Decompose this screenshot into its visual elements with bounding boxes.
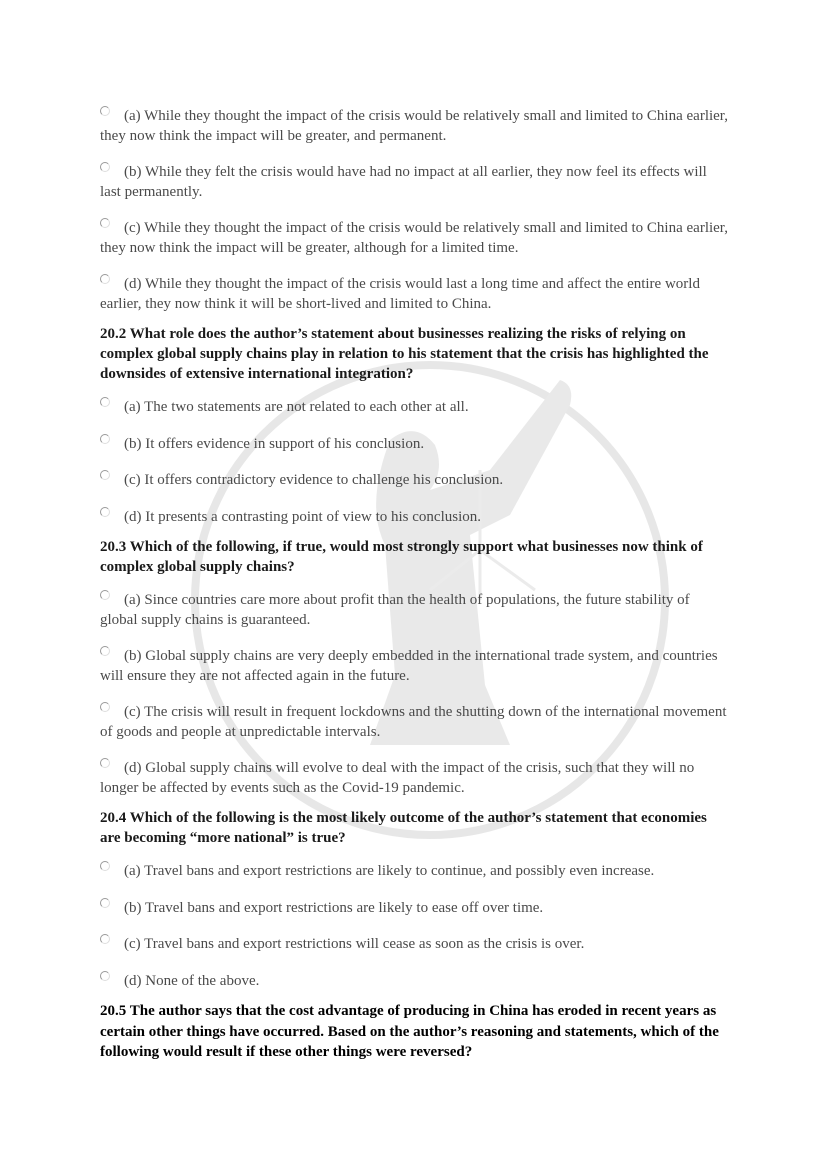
option-text: (c) The crisis will result in frequent lockdowns and the shutting down of the international movement of goods and people at unpredictable intervals. xyxy=(100,704,727,740)
option-20-4-b[interactable] xyxy=(100,898,728,919)
option-20-4-d[interactable] xyxy=(100,971,728,992)
option-20-3-c[interactable] xyxy=(100,702,728,742)
option-text: (c) While they thought the impact of the crisis would be relatively small and limited to China earlier, they now think the impact will be greater, although for a limited time. xyxy=(100,220,728,256)
radio-icon[interactable] xyxy=(100,162,110,172)
option-text: (c) It offers contradictory evidence to challenge his conclusion. xyxy=(124,472,504,488)
option-text: (b) Travel bans and export restrictions are likely to ease off over time. xyxy=(124,899,544,916)
option-text: (a) The two statements are not related to each other at all. xyxy=(124,399,469,415)
radio-icon[interactable] xyxy=(100,861,110,871)
option-20-3-a[interactable] xyxy=(100,590,728,630)
option-text: (d) It presents a contrasting point of view to his conclusion. xyxy=(124,508,482,525)
question-20-4: 20.4 Which of the following is the most likely outcome of the author’s statement that economies are becoming “more national” is true? xyxy=(100,810,707,846)
option-20-1-d[interactable] xyxy=(100,274,728,314)
radio-icon[interactable] xyxy=(100,106,110,116)
option-text: (c) Travel bans and export restrictions will cease as soon as the crisis is over. xyxy=(124,936,585,952)
radio-icon[interactable] xyxy=(100,702,110,712)
option-20-3-d[interactable] xyxy=(100,758,728,798)
option-text: (d) While they thought the impact of the crisis would last a long time and affect the entire world earlier, they now think it will be short-lived and limited to China. xyxy=(100,276,700,312)
option-text: (d) None of the above. xyxy=(124,972,260,989)
option-20-1-a[interactable] xyxy=(100,106,728,146)
option-20-2-a[interactable] xyxy=(100,397,728,418)
radio-icon[interactable] xyxy=(100,218,110,228)
option-20-2-c[interactable] xyxy=(100,470,728,491)
option-20-1-b[interactable] xyxy=(100,162,728,202)
option-text: (b) While they felt the crisis would have had no impact at all earlier, they now feel its effects will last permanently. xyxy=(100,164,707,200)
radio-icon[interactable] xyxy=(100,898,110,908)
option-text: (b) Global supply chains are very deeply embedded in the international trade system, and countries will ensure they are not affected again in the future. xyxy=(100,648,718,684)
option-20-2-d[interactable] xyxy=(100,507,728,528)
document-content xyxy=(100,106,728,1076)
radio-icon[interactable] xyxy=(100,590,110,600)
question-20-3: 20.3 Which of the following, if true, would most strongly support what businesses now think of complex global supply chains? xyxy=(100,539,703,575)
option-text: (b) It offers evidence in support of his conclusion. xyxy=(124,435,425,452)
radio-icon[interactable] xyxy=(100,758,110,768)
option-text: (a) While they thought the impact of the crisis would be relatively small and limited to China earlier, they now think the impact will be greater, and permanent. xyxy=(100,108,728,144)
option-text: (a) Since countries care more about profit than the health of populations, the future stability of global supply chains is guaranteed. xyxy=(100,592,690,628)
radio-icon[interactable] xyxy=(100,507,110,517)
radio-icon[interactable] xyxy=(100,934,110,944)
option-20-2-b[interactable] xyxy=(100,434,728,455)
option-text: (a) Travel bans and export restrictions are likely to continue, and possibly even increase. xyxy=(124,863,655,879)
question-20-2: 20.2 What role does the author’s statement about businesses realizing the risks of relying on complex global supply chains play in relation to his statement that the crisis has highlighted the downsides of extensive international integration? xyxy=(100,326,709,382)
question-20-5: 20.5 The author says that the cost advantage of producing in China has eroded in recent years as certain other things have occurred. Based on the author’s reasoning and statements, which of the following would result if these other things were reversed? xyxy=(100,1003,719,1060)
option-20-1-c[interactable] xyxy=(100,218,728,258)
radio-icon[interactable] xyxy=(100,274,110,284)
option-20-3-b[interactable] xyxy=(100,646,728,686)
radio-icon[interactable] xyxy=(100,470,110,480)
radio-icon[interactable] xyxy=(100,971,110,981)
radio-icon[interactable] xyxy=(100,397,110,407)
radio-icon[interactable] xyxy=(100,434,110,444)
option-20-4-c[interactable] xyxy=(100,934,728,955)
radio-icon[interactable] xyxy=(100,646,110,656)
option-text: (d) Global supply chains will evolve to deal with the impact of the crisis, such that they will no longer be affected by events such as the Covid-19 pandemic. xyxy=(100,760,695,796)
option-20-4-a[interactable] xyxy=(100,861,728,882)
